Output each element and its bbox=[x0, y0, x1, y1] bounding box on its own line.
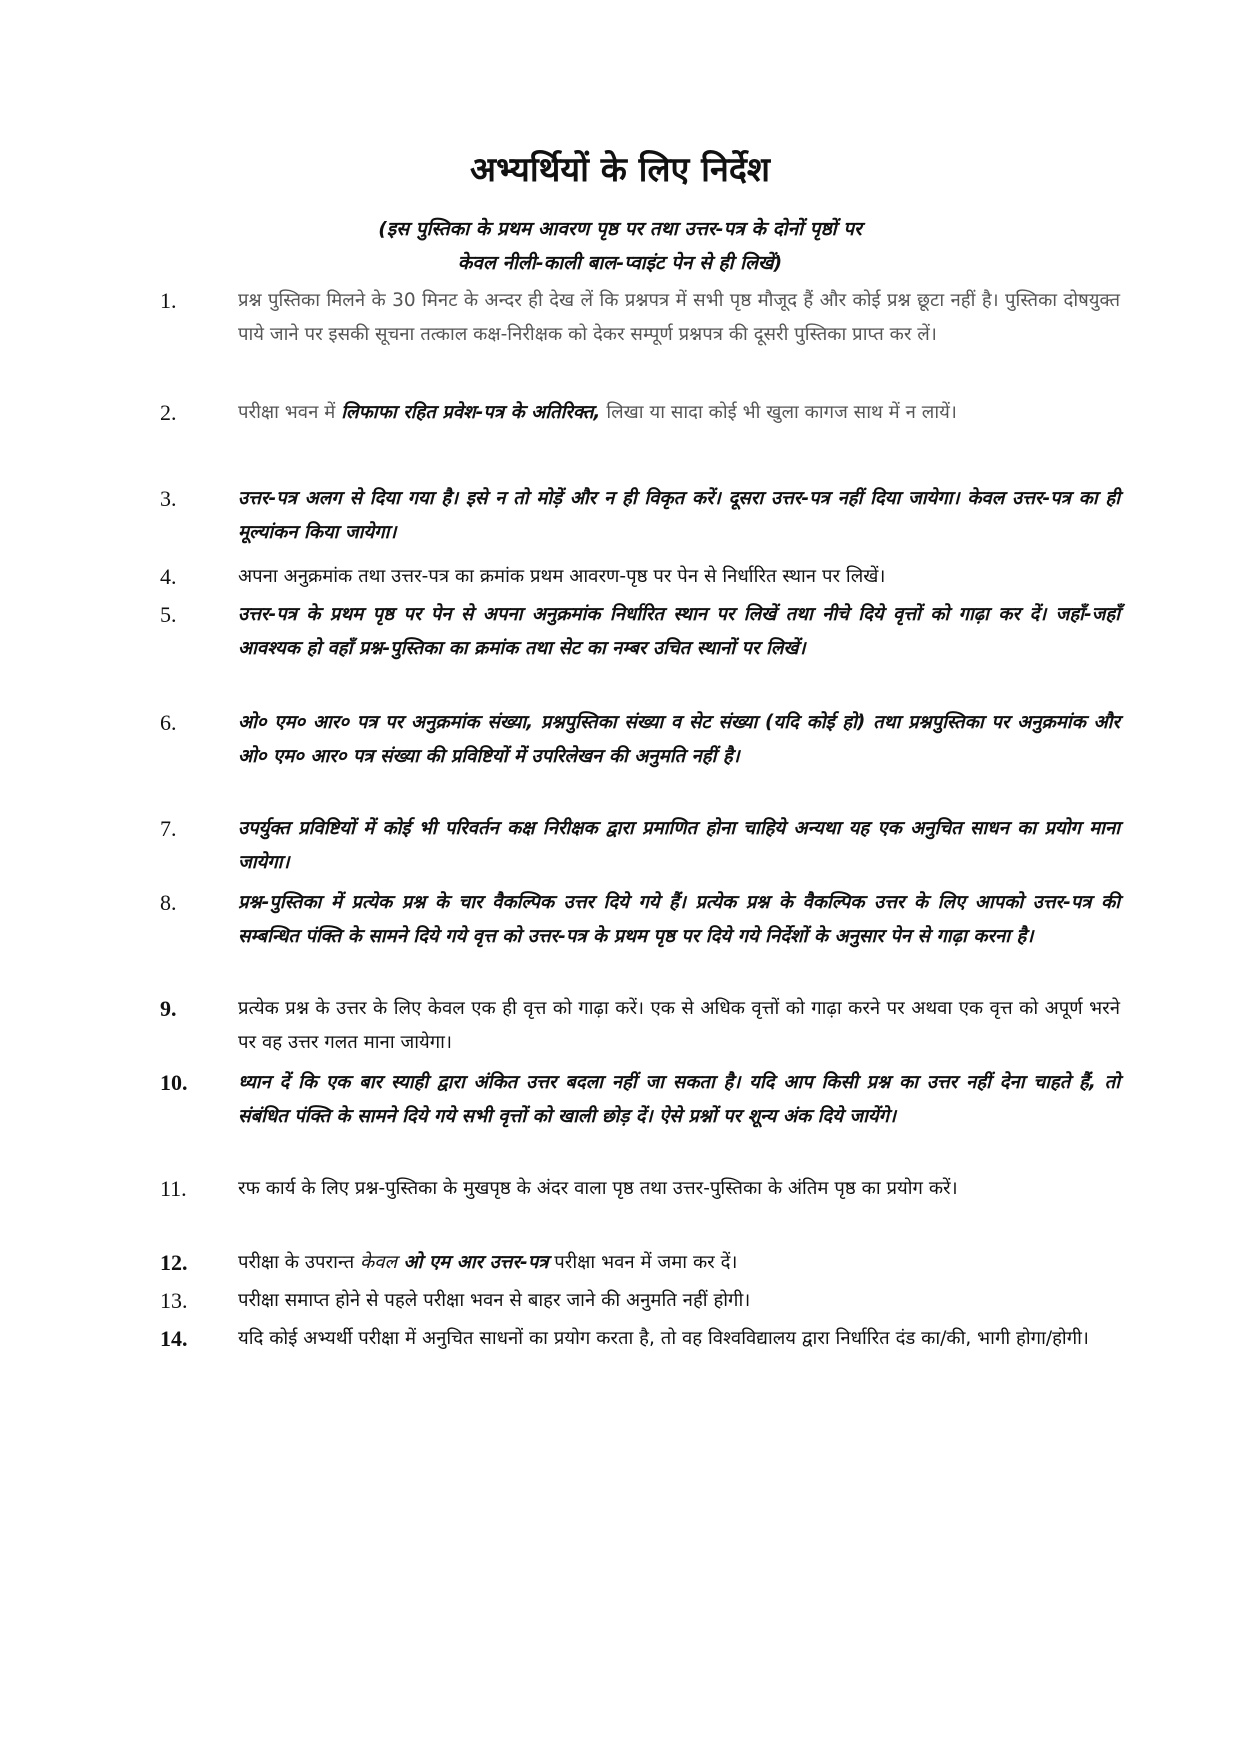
instruction-text-part: परीक्षा भवन में जमा कर दें। bbox=[548, 1252, 738, 1273]
page-subtitle bbox=[200, 212, 1040, 280]
instruction-item-3 bbox=[160, 482, 1120, 556]
instruction-text-part: परीक्षा भवन में bbox=[238, 402, 342, 423]
instruction-number: 2. bbox=[160, 400, 177, 425]
instruction-text: यदि कोई अभ्यर्थी परीक्षा में अनुचित साधनों का प्रयोग करता है, तो वह विश्वविद्यालय द्वारा निर्धारित दंड का/की, भागी होगा/होगी। bbox=[238, 1328, 1089, 1349]
instruction-number: 7. bbox=[160, 816, 177, 841]
instruction-item-12 bbox=[160, 1246, 1120, 1282]
instruction-item-4 bbox=[160, 560, 1120, 596]
instruction-text-emphasis: लिफाफा रहित प्रवेश-पत्र के अतिरिक्त, bbox=[341, 402, 601, 423]
instruction-number: 13. bbox=[160, 1288, 188, 1313]
instruction-item-10 bbox=[160, 1066, 1120, 1170]
instruction-number: 9. bbox=[160, 996, 177, 1021]
instruction-item-5 bbox=[160, 598, 1120, 702]
instruction-list bbox=[160, 284, 1120, 1392]
instruction-item-1 bbox=[160, 284, 1120, 388]
instruction-text-emphasis: ओ एम आर उत्तर-पत्र bbox=[397, 1252, 549, 1273]
instruction-text: ओ० एम० आर० पत्र पर अनुक्रमांक संख्या, प्रश्नपुस्तिका संख्या व सेट संख्या (यदि कोई हो) तथा प्रश्नपुस्तिका पर अनुक्रमांक और ओ० एम० आर० पत्र संख्या की प्रविष्टियों में उपरिलेखन की अनुमति नहीं है। bbox=[238, 712, 1120, 767]
instruction-text: प्रश्न पुस्तिका मिलने के 30 मिनट के अन्दर ही देख लें कि प्रश्नपत्र में सभी पृष्ठ मौजूद हैं और कोई प्रश्न छूटा नहीं है। पुस्तिका दोषयुक्त पाये जाने पर इसकी सूचना तत्काल कक्ष-निरीक्षक को देकर सम्पूर्ण प्रश्नपत्र की दूसरी पुस्तिका प्राप्त कर लें। bbox=[238, 290, 1120, 345]
instruction-number: 3. bbox=[160, 486, 177, 511]
instruction-text: ध्यान दें कि एक बार स्याही द्वारा अंकित उत्तर बदला नहीं जा सकता है। यदि आप किसी प्रश्न का उत्तर नहीं देना चाहते हैं, तो संबंधित पंक्ति के सामने दिये गये सभी वृत्तों को खाली छोड़ दें। ऐसे प्रश्नों पर शून्य अंक दिये जायेंगे। bbox=[238, 1072, 1120, 1127]
instruction-item-7 bbox=[160, 812, 1120, 882]
instruction-number: 12. bbox=[160, 1250, 188, 1275]
instruction-text: उपर्युक्त प्रविष्टियों में कोई भी परिवर्तन कक्ष निरीक्षक द्वारा प्रमाणित होना चाहिये अन्यथा यह एक अनुचित साधन का प्रयोग माना जायेगा। bbox=[238, 818, 1120, 873]
instruction-item-14 bbox=[160, 1322, 1120, 1392]
subtitle-line-1: (इस पुस्तिका के प्रथम आवरण पृष्ठ पर तथा उत्तर-पत्र के दोनों पृष्ठों पर bbox=[378, 218, 862, 240]
page-title: अभ्यर्थियों के लिए निर्देश bbox=[469, 150, 771, 190]
instruction-number: 14. bbox=[160, 1326, 188, 1351]
instruction-number: 6. bbox=[160, 710, 177, 735]
instruction-text: प्रत्येक प्रश्न के उत्तर के लिए केवल एक ही वृत्त को गाढ़ा करें। एक से अधिक वृत्तों को गाढ़ा करने पर अथवा एक वृत्त को अपूर्ण भरने पर वह उत्तर गलत माना जायेगा। bbox=[238, 998, 1120, 1053]
instruction-number: 11. bbox=[160, 1176, 187, 1201]
instruction-text-part: परीक्षा के उपरान्त bbox=[238, 1252, 361, 1273]
instruction-text bbox=[238, 1246, 1120, 1280]
instruction-text: अपना अनुक्रमांक तथा उत्तर-पत्र का क्रमांक प्रथम आवरण-पृष्ठ पर पेन से निर्धारित स्थान पर लिखें। bbox=[238, 566, 886, 587]
instruction-text bbox=[238, 396, 1120, 430]
instruction-number: 1. bbox=[160, 288, 177, 313]
instruction-number: 4. bbox=[160, 564, 177, 589]
instruction-text-part: लिखा या सादा कोई भी खुला कागज साथ में न लायें। bbox=[600, 402, 957, 423]
subtitle-line-2: केवल नीली-काली बाल-प्वाइंट पेन से ही लिखें) bbox=[457, 252, 783, 274]
instruction-text: प्रश्न-पुस्तिका में प्रत्येक प्रश्न के चार वैकल्पिक उत्तर दिये गये हैं। प्रत्येक प्रश्न के वैकल्पिक उत्तर के लिए आपको उत्तर-पत्र की सम्बन्धित पंक्ति के सामने दिये गये वृत्त को उत्तर-पत्र के प्रथम पृष्ठ पर दिये गये निर्देशों के अनुसार पेन से गाढ़ा करना है। bbox=[238, 892, 1120, 947]
instruction-item-11 bbox=[160, 1172, 1120, 1242]
instruction-number: 10. bbox=[160, 1070, 188, 1095]
instruction-item-13 bbox=[160, 1284, 1120, 1320]
instruction-item-2 bbox=[160, 396, 1120, 478]
instruction-text: परीक्षा समाप्त होने से पहले परीक्षा भवन से बाहर जाने की अनुमति नहीं होगी। bbox=[238, 1290, 751, 1311]
instruction-item-9 bbox=[160, 992, 1120, 1062]
instruction-number: 5. bbox=[160, 602, 177, 627]
instruction-text: उत्तर-पत्र के प्रथम पृष्ठ पर पेन से अपना अनुक्रमांक निर्धारित स्थान पर लिखें तथा नीचे दिये वृत्तों को गाढ़ा कर दें। जहाँ-जहाँ आवश्यक हो वहाँ प्रश्न-पुस्तिका का क्रमांक तथा सेट का नम्बर उचित स्थानों पर लिखें। bbox=[238, 604, 1120, 659]
instruction-item-6 bbox=[160, 706, 1120, 810]
instruction-number: 8. bbox=[160, 890, 177, 915]
instruction-text-italic: केवल bbox=[360, 1252, 398, 1273]
instruction-text: रफ कार्य के लिए प्रश्न-पुस्तिका के मुखपृष्ठ के अंदर वाला पृष्ठ तथा उत्तर-पुस्तिका के अंतिम पृष्ठ का प्रयोग करें। bbox=[238, 1178, 958, 1199]
instruction-item-8 bbox=[160, 886, 1120, 990]
instruction-text: उत्तर-पत्र अलग से दिया गया है। इसे न तो मोड़ें और न ही विकृत करें। दूसरा उत्तर-पत्र नहीं दिया जायेगा। केवल उत्तर-पत्र का ही मूल्यांकन किया जायेगा। bbox=[238, 488, 1120, 543]
